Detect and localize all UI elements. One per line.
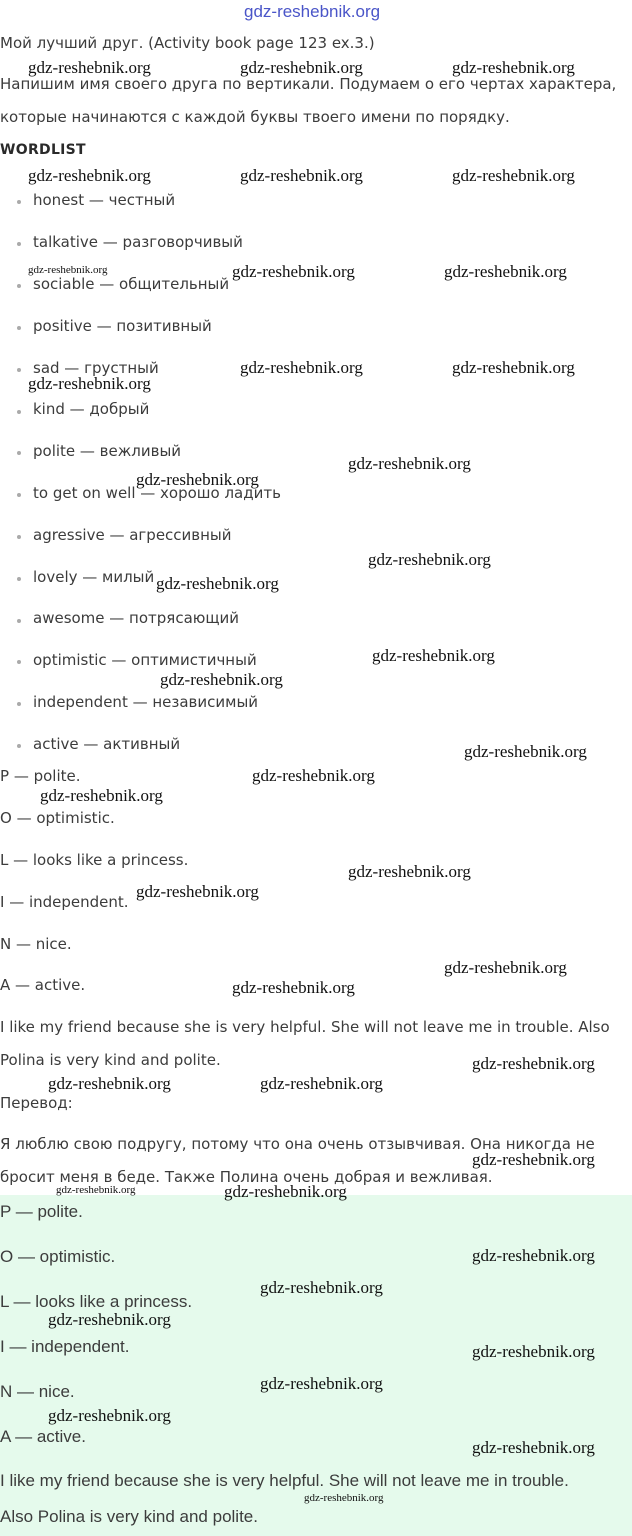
acrostic-line: O — optimistic. <box>0 809 115 827</box>
watermark: gdz-reshebnik.org <box>348 454 471 473</box>
watermark: gdz-reshebnik.org <box>224 1182 347 1201</box>
answer-acrostic-line: O — optimistic. <box>0 1247 116 1266</box>
answer-story-line: I like my friend because she is very helpful. She will not leave me in trouble. <box>0 1471 569 1490</box>
bullet <box>17 326 21 330</box>
site-watermark-top: gdz-reshebnik.org <box>244 2 381 21</box>
watermark: gdz-reshebnik.org <box>136 470 259 489</box>
watermark: gdz-reshebnik.org <box>368 550 491 569</box>
answer-acrostic-line: P — polite. <box>0 1202 83 1221</box>
watermark: gdz-reshebnik.org <box>444 958 567 977</box>
bullet <box>17 200 21 204</box>
list-item: active — активный <box>33 735 181 753</box>
watermark: gdz-reshebnik.org <box>472 1438 595 1457</box>
list-item: sociable — общительный <box>33 275 230 293</box>
answer-acrostic-line: I — independent. <box>0 1337 130 1356</box>
watermark: gdz-reshebnik.org <box>28 264 108 276</box>
translation-label: Перевод: <box>0 1094 73 1112</box>
watermark: gdz-reshebnik.org <box>472 1246 595 1265</box>
watermark: gdz-reshebnik.org <box>348 862 471 881</box>
watermark: gdz-reshebnik.org <box>464 742 587 761</box>
bullet <box>17 242 21 246</box>
list-item: optimistic — оптимистичный <box>33 651 257 669</box>
list-item: talkative — разговорчивый <box>33 233 243 251</box>
bullet <box>17 535 21 539</box>
bullet <box>17 493 21 497</box>
watermark: gdz-reshebnik.org <box>232 262 355 281</box>
watermark: gdz-reshebnik.org <box>28 58 151 77</box>
bullet <box>17 660 21 664</box>
story-line: I like my friend because she is very helpful. She will not leave me in trouble. Also <box>0 1018 610 1036</box>
list-item: polite — вежливый <box>33 442 182 460</box>
watermark: gdz-reshebnik.org <box>48 1406 171 1425</box>
instruction-line: которые начинаются с каждой буквы твоего имени по порядку. <box>0 108 510 126</box>
translation-line: бросит меня в беде. Также Полина очень добрая и вежливая. <box>0 1168 493 1186</box>
watermark: gdz-reshebnik.org <box>156 574 279 593</box>
acrostic-line: L — looks like a princess. <box>0 851 189 869</box>
bullet <box>17 368 21 372</box>
watermark: gdz-reshebnik.org <box>240 358 363 377</box>
watermark: gdz-reshebnik.org <box>452 58 575 77</box>
watermark: gdz-reshebnik.org <box>240 166 363 185</box>
watermark: gdz-reshebnik.org <box>472 1342 595 1361</box>
list-item: kind — добрый <box>33 400 150 418</box>
list-item: lovely — милый <box>33 568 155 586</box>
watermark: gdz-reshebnik.org <box>240 58 363 77</box>
list-item: awesome — потрясающий <box>33 609 240 627</box>
watermark: gdz-reshebnik.org <box>40 786 163 805</box>
watermark: gdz-reshebnik.org <box>260 1278 383 1297</box>
watermark: gdz-reshebnik.org <box>372 646 495 665</box>
watermark: gdz-reshebnik.org <box>56 1184 136 1196</box>
watermark: gdz-reshebnik.org <box>472 1150 595 1169</box>
translation-line: Я люблю свою подругу, потому что она очень отзывчивая. Она никогда не <box>0 1135 595 1153</box>
watermark: gdz-reshebnik.org <box>136 882 259 901</box>
answer-acrostic-line: N — nice. <box>0 1382 75 1401</box>
bullet <box>17 744 21 748</box>
watermark: gdz-reshebnik.org <box>232 978 355 997</box>
watermark: gdz-reshebnik.org <box>48 1310 171 1329</box>
bullet <box>17 619 21 623</box>
watermark: gdz-reshebnik.org <box>252 766 375 785</box>
watermark: gdz-reshebnik.org <box>48 1074 171 1093</box>
bullet <box>17 702 21 706</box>
answer-story-line: Also Polina is very kind and polite. <box>0 1507 258 1526</box>
list-item: honest — честный <box>33 191 176 209</box>
answer-acrostic-line: A — active. <box>0 1427 86 1446</box>
watermark: gdz-reshebnik.org <box>452 166 575 185</box>
watermark: gdz-reshebnik.org <box>28 166 151 185</box>
list-item: to get on well — хорошо ладить <box>33 484 281 502</box>
bullet <box>17 577 21 581</box>
bullet <box>17 451 21 455</box>
bullet <box>17 284 21 288</box>
acrostic-line: A — active. <box>0 976 86 994</box>
watermark: gdz-reshebnik.org <box>452 358 575 377</box>
watermark: gdz-reshebnik.org <box>28 374 151 393</box>
story-line: Polina is very kind and polite. <box>0 1051 221 1069</box>
watermark: gdz-reshebnik.org <box>260 1374 383 1393</box>
answer-acrostic-line: L — looks like a princess. <box>0 1292 193 1311</box>
instruction-line: Напишим имя своего друга по вертикали. Подумаем о его чертах характера, <box>0 75 617 93</box>
acrostic-line: N — nice. <box>0 935 72 953</box>
page-title: Мой лучший друг. (Activity book page 123 ex.3.) <box>0 34 375 52</box>
list-item: sad — грустный <box>33 359 159 377</box>
watermark: gdz-reshebnik.org <box>444 262 567 281</box>
acrostic-line: I — independent. <box>0 893 129 911</box>
bullet <box>17 410 21 414</box>
watermark: gdz-reshebnik.org <box>260 1074 383 1093</box>
list-item: agressive — агрессивный <box>33 526 232 544</box>
list-item: independent — независимый <box>33 693 259 711</box>
wordlist-heading: WORDLIST <box>0 142 86 158</box>
list-item: positive — позитивный <box>33 317 212 335</box>
watermark: gdz-reshebnik.org <box>160 670 283 689</box>
watermark: gdz-reshebnik.org <box>304 1492 384 1504</box>
watermark: gdz-reshebnik.org <box>472 1054 595 1073</box>
acrostic-line: P — polite. <box>0 767 81 785</box>
